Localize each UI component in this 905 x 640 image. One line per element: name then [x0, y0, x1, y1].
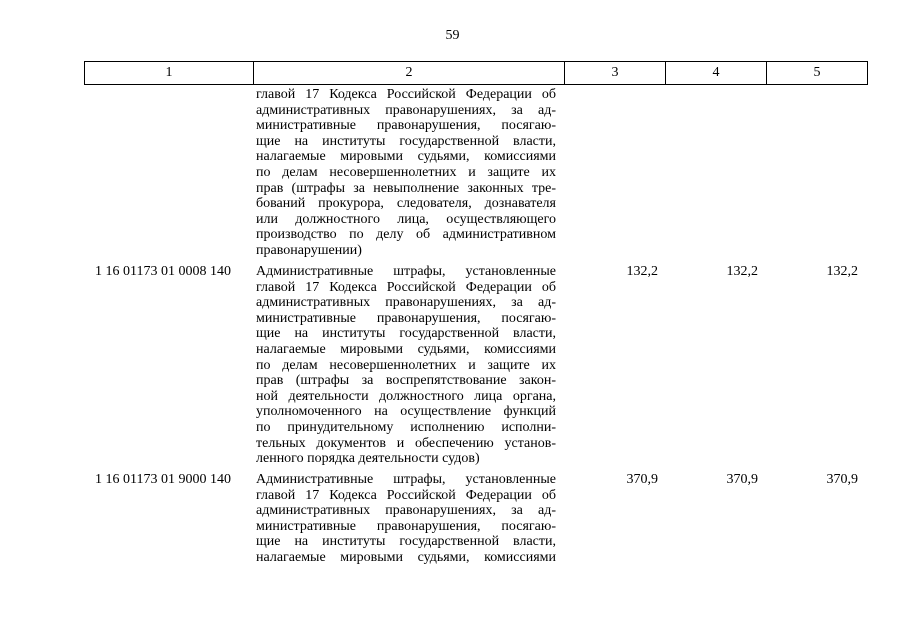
description-line: по делам несовершеннолетних и защите их — [256, 357, 556, 373]
description-line: ленного порядка деятельности судов) — [256, 451, 480, 467]
description-line: по делам несовершеннолетних и защите их — [256, 164, 556, 180]
header-col-5: 5 — [767, 62, 868, 85]
header-row — [85, 62, 868, 85]
value-col-4: 132,2 — [726, 264, 758, 279]
description-line: щие на институты государственной власти, — [256, 534, 556, 550]
description-line: прав (штрафы за невыполнение законных тре- — [256, 180, 556, 196]
description-line: ной деятельности должностного лица органа, — [256, 388, 556, 404]
description-line: налагаемые мировыми судьями, комиссиями — [256, 341, 556, 357]
description-line: министративные правонарушения, посягаю- — [256, 118, 556, 134]
description-line: административных правонарушениях, за ад- — [256, 503, 556, 519]
header-col-1: 1 — [85, 62, 254, 85]
description-line: или должностного лица, осуществляющего — [256, 211, 556, 227]
description-line: Административные штрафы, установленные — [256, 472, 556, 487]
value-col-5: 370,9 — [826, 472, 858, 487]
description-line: щие на институты государственной власти, — [256, 326, 556, 342]
budget-code: 1 16 01173 01 9000 140 — [95, 472, 231, 487]
description-line: министративные правонарушения, посягаю- — [256, 310, 556, 326]
budget-code: 1 16 01173 01 0008 140 — [95, 264, 231, 279]
row-description — [256, 87, 556, 259]
header-col-2: 2 — [254, 62, 565, 85]
description-line: налагаемые мировыми судьями, комиссиями — [256, 549, 556, 565]
description-line: щие на институты государственной власти, — [256, 133, 556, 149]
value-col-3: 370,9 — [626, 472, 658, 487]
table-header — [84, 61, 868, 85]
header-col-4: 4 — [666, 62, 767, 85]
description-line: бований прокурора, следователя, дознавателя — [256, 196, 556, 212]
row-description — [256, 472, 556, 566]
description-line: налагаемые мировыми судьями, комиссиями — [256, 149, 556, 165]
value-col-4: 370,9 — [726, 472, 758, 487]
description-line: главой 17 Кодекса Российской Федерации об — [256, 279, 556, 295]
description-line: административных правонарушениях, за ад- — [256, 295, 556, 311]
row-description — [256, 264, 556, 467]
description-line: административных правонарушениях, за ад- — [256, 102, 556, 118]
value-col-3: 132,2 — [626, 264, 658, 279]
description-line: уполномоченного на осуществление функций — [256, 404, 556, 420]
description-line: тельных документов и обеспечению установ- — [256, 435, 556, 451]
description-line: главой 17 Кодекса Российской Федерации об — [256, 87, 556, 102]
description-line: правонарушении) — [256, 242, 362, 258]
description-line: министративные правонарушения, посягаю- — [256, 518, 556, 534]
description-line: производство по делу об административном — [256, 227, 556, 243]
description-line: главой 17 Кодекса Российской Федерации об — [256, 487, 556, 503]
description-line: Административные штрафы, установленные — [256, 264, 556, 279]
header-col-3: 3 — [565, 62, 666, 85]
value-col-5: 132,2 — [826, 264, 858, 279]
description-line: по принудительному исполнению исполни- — [256, 419, 556, 435]
description-line: прав (штрафы за воспрепятствование закон- — [256, 373, 556, 389]
page-number: 59 — [445, 28, 460, 43]
